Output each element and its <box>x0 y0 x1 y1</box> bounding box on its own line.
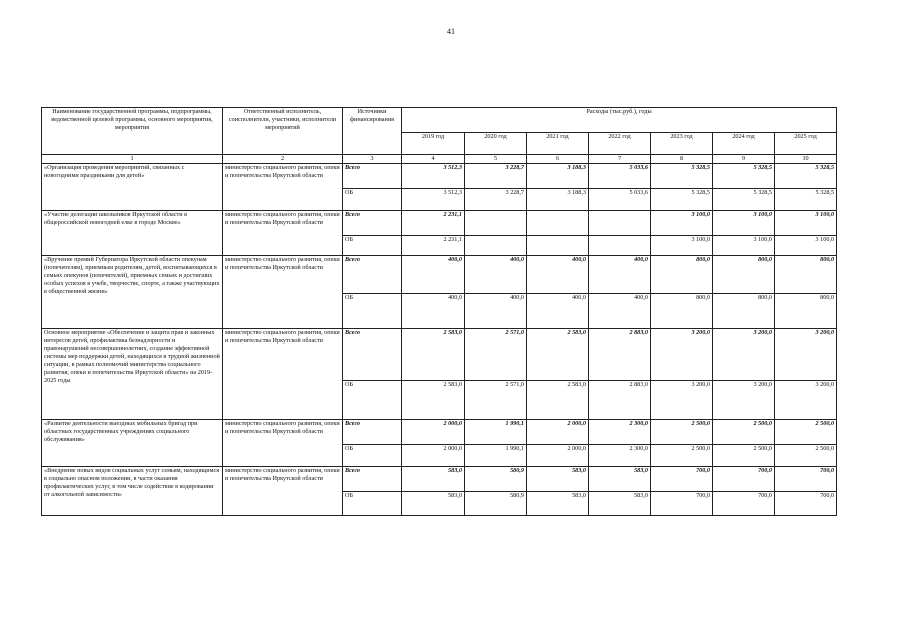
ob-value: 2 231,1 <box>402 236 465 256</box>
total-value <box>589 211 651 236</box>
header-source: Источники финансирования <box>343 108 402 155</box>
ob-value: 3 200,0 <box>713 381 775 420</box>
total-value: 400,0 <box>527 256 589 294</box>
column-number: 8 <box>651 155 713 164</box>
total-value: 2 583,0 <box>527 329 589 381</box>
header-year: 2019 год <box>402 133 465 155</box>
ob-value: 3 200,0 <box>651 381 713 420</box>
total-value: 583,0 <box>527 467 589 492</box>
expenses-table <box>41 107 837 516</box>
total-value: 2 231,1 <box>402 211 465 236</box>
ob-value: 583,0 <box>402 492 465 516</box>
column-number: 6 <box>527 155 589 164</box>
ob-value: 3 200,0 <box>775 381 837 420</box>
column-number: 10 <box>775 155 837 164</box>
source-ob: ОБ <box>343 236 402 256</box>
ob-value: 3 512,3 <box>402 189 465 211</box>
total-value: 2 500,0 <box>775 420 837 445</box>
header-year: 2023 год <box>651 133 713 155</box>
executor: министерство социального развития, опеки и попечительства Иркутской области <box>223 467 343 516</box>
total-value: 580,9 <box>465 467 527 492</box>
ob-value: 800,0 <box>713 294 775 329</box>
ob-value: 2 571,0 <box>465 381 527 420</box>
source-total: Всего <box>343 211 402 236</box>
total-value: 400,0 <box>589 256 651 294</box>
column-number: 9 <box>713 155 775 164</box>
total-value: 3 200,0 <box>713 329 775 381</box>
total-value: 5 033,6 <box>589 164 651 189</box>
source-ob: ОБ <box>343 492 402 516</box>
ob-value: 583,0 <box>527 492 589 516</box>
ob-value: 5 328,5 <box>651 189 713 211</box>
ob-value: 2 300,0 <box>589 445 651 467</box>
activity-name: «Внедрение новых видов социальных услуг семьям, находящимся в социально опасном положении, в части оказания профилактических услуг, в том числе содействие в кодировании от алкогольной зависимости» <box>42 467 223 516</box>
ob-value <box>527 236 589 256</box>
header-expenses: Расходы (тыс.руб.), годы <box>402 108 837 133</box>
ob-value: 400,0 <box>465 294 527 329</box>
table-row <box>42 256 837 294</box>
total-value <box>527 211 589 236</box>
total-value: 800,0 <box>713 256 775 294</box>
ob-value: 400,0 <box>527 294 589 329</box>
total-value: 583,0 <box>402 467 465 492</box>
ob-value: 580,9 <box>465 492 527 516</box>
total-value: 2 500,0 <box>713 420 775 445</box>
total-value: 800,0 <box>651 256 713 294</box>
total-value: 5 328,5 <box>775 164 837 189</box>
ob-value: 700,0 <box>713 492 775 516</box>
total-value: 3 200,0 <box>651 329 713 381</box>
total-value: 700,0 <box>713 467 775 492</box>
ob-value: 3 228,7 <box>465 189 527 211</box>
activity-name: Основное мероприятие «Обеспечение и защита прав и законных интересов детей, профилактика безнадзорности и правонарушений несовершеннолетних, создание эффективной системы мер поддержки детей, находящихся в трудной жизненной ситуации, в рамках полномочий министерства социального развития, опеки и попечительства Иркутской области» на 2019-2025 годы <box>42 329 223 420</box>
header-year: 2024 год <box>713 133 775 155</box>
activity-name: «Развитие деятельности выездных мобильных бригад при областных государственных учреждениях социального обслуживания» <box>42 420 223 467</box>
table-row <box>42 467 837 492</box>
activity-name: «Организация проведения мероприятий, связанных с новогодними праздниками для детей» <box>42 164 223 211</box>
total-value: 700,0 <box>775 467 837 492</box>
ob-value: 2 000,0 <box>527 445 589 467</box>
header-year: 2025 год <box>775 133 837 155</box>
total-value <box>465 211 527 236</box>
ob-value: 5 033,6 <box>589 189 651 211</box>
executor: министерство социального развития, опеки и попечительства Иркутской области <box>223 164 343 211</box>
ob-value: 800,0 <box>775 294 837 329</box>
total-value: 2 583,0 <box>402 329 465 381</box>
page-number: 41 <box>447 27 455 36</box>
executor: министерство социального развития, опеки и попечительства Иркутской области <box>223 256 343 329</box>
source-total: Всего <box>343 256 402 294</box>
total-value: 2 571,0 <box>465 329 527 381</box>
total-value: 3 188,3 <box>527 164 589 189</box>
total-value: 3 228,7 <box>465 164 527 189</box>
executor: министерство социального развития, опеки и попечительства Иркутской области <box>223 420 343 467</box>
ob-value: 400,0 <box>589 294 651 329</box>
total-value: 583,0 <box>589 467 651 492</box>
total-value: 400,0 <box>402 256 465 294</box>
table-row <box>42 420 837 445</box>
column-number: 3 <box>343 155 402 164</box>
ob-value: 5 328,5 <box>775 189 837 211</box>
table-row <box>42 211 837 236</box>
ob-value: 2 583,0 <box>402 381 465 420</box>
ob-value: 2 583,0 <box>527 381 589 420</box>
source-ob: ОБ <box>343 294 402 329</box>
table-row <box>42 329 837 381</box>
total-value: 5 328,5 <box>713 164 775 189</box>
ob-value: 3 188,3 <box>527 189 589 211</box>
total-value: 3 200,0 <box>775 329 837 381</box>
total-value: 2 300,0 <box>589 420 651 445</box>
ob-value: 2 000,0 <box>402 445 465 467</box>
ob-value: 700,0 <box>775 492 837 516</box>
total-value: 2 883,0 <box>589 329 651 381</box>
source-ob: ОБ <box>343 381 402 420</box>
source-total: Всего <box>343 164 402 189</box>
source-total: Всего <box>343 420 402 445</box>
ob-value: 2 500,0 <box>713 445 775 467</box>
total-value: 2 000,0 <box>527 420 589 445</box>
total-value: 1 990,1 <box>465 420 527 445</box>
ob-value: 1 990,1 <box>465 445 527 467</box>
activity-name: «Вручение премий Губернатора Иркутской области опекунам (попечителям), приемным родителям, детей, воспитывающихся в семьях опекунов (попечителей), приемных семьях и достигших особых успехов в учебе, творчестве, спорте, а также участвующих в общественной жизни» <box>42 256 223 329</box>
header-program: Наименование государственной программы, подпрограммы, ведомственной целевой программы, основного мероприятия, мероприятия <box>42 108 223 155</box>
source-total: Всего <box>343 329 402 381</box>
ob-value: 800,0 <box>651 294 713 329</box>
total-value: 3 512,3 <box>402 164 465 189</box>
source-total: Всего <box>343 467 402 492</box>
total-value: 700,0 <box>651 467 713 492</box>
column-number: 4 <box>402 155 465 164</box>
ob-value: 3 100,0 <box>651 236 713 256</box>
activity-name: «Участие делегации школьников Иркутской области в общероссийской новогодней елке в городе Москве» <box>42 211 223 256</box>
total-value: 5 328,5 <box>651 164 713 189</box>
ob-value: 3 100,0 <box>775 236 837 256</box>
ob-value <box>589 236 651 256</box>
column-number: 5 <box>465 155 527 164</box>
ob-value: 700,0 <box>651 492 713 516</box>
executor: министерство социального развития, опеки и попечительства Иркутской области <box>223 211 343 256</box>
column-number: 2 <box>223 155 343 164</box>
ob-value <box>465 236 527 256</box>
total-value: 2 500,0 <box>651 420 713 445</box>
ob-value: 5 328,5 <box>713 189 775 211</box>
column-number: 1 <box>42 155 223 164</box>
header-year: 2021 год <box>527 133 589 155</box>
total-value: 800,0 <box>775 256 837 294</box>
header-executor: Ответственный исполнитель, соисполнители, участники, исполнители мероприятий <box>223 108 343 155</box>
executor: министерство социального развития, опеки и попечительства Иркутской области <box>223 329 343 420</box>
total-value: 400,0 <box>465 256 527 294</box>
column-number: 7 <box>589 155 651 164</box>
header-year: 2022 год <box>589 133 651 155</box>
ob-value: 3 100,0 <box>713 236 775 256</box>
table-row <box>42 164 837 189</box>
ob-value: 2 883,0 <box>589 381 651 420</box>
total-value: 2 000,0 <box>402 420 465 445</box>
source-ob: ОБ <box>343 445 402 467</box>
ob-value: 583,0 <box>589 492 651 516</box>
total-value: 3 100,0 <box>713 211 775 236</box>
total-value: 3 100,0 <box>651 211 713 236</box>
total-value: 3 100,0 <box>775 211 837 236</box>
ob-value: 2 500,0 <box>651 445 713 467</box>
header-year: 2020 год <box>465 133 527 155</box>
ob-value: 400,0 <box>402 294 465 329</box>
source-ob: ОБ <box>343 189 402 211</box>
ob-value: 2 500,0 <box>775 445 837 467</box>
